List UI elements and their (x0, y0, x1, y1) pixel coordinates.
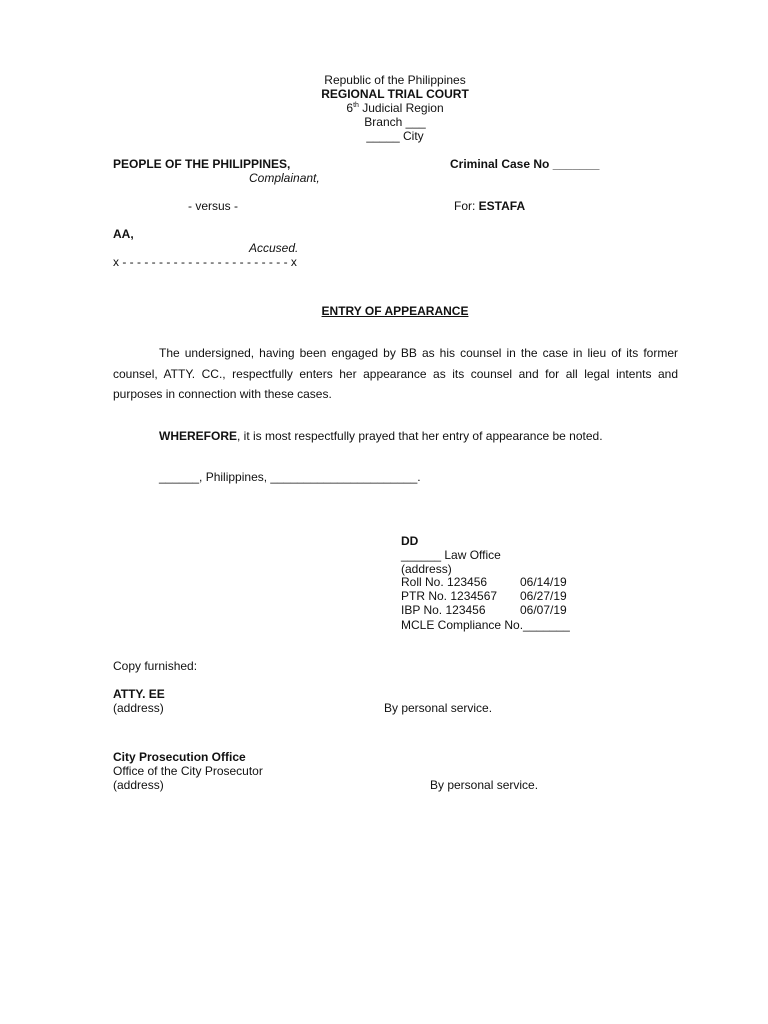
header-republic: Republic of the Philippines (324, 73, 466, 87)
wherefore-paragraph: WHEREFORE, it is most respectfully prayed that her entry of appearance be noted. (159, 429, 603, 443)
caption-separator: x - - - - - - - - - - - - - - - - - - - - - - - x (113, 255, 297, 269)
roll-number: Roll No. 123456 (401, 575, 488, 589)
header-branch: Branch ___ (364, 115, 426, 129)
recipient-address: (address) (113, 701, 164, 715)
document-title: ENTRY OF APPEARANCE (321, 304, 469, 318)
versus-label: - versus - (188, 199, 239, 213)
ibp-number: IBP No. 123456 (401, 603, 486, 617)
header-city: _____ City (366, 129, 424, 143)
body-paragraph: The undersigned, having been engaged by BB as his counsel in the case in lieu of its former counsel, ATTY. CC., respectfully enters her appearance as its counsel and for all legal intents and purposes in connection with these cases. (113, 346, 678, 401)
plaintiff-role: Complainant, (249, 171, 320, 185)
header-court: REGIONAL TRIAL COURT (321, 87, 469, 101)
ibp-date: 06/07/19 (520, 603, 567, 617)
recipient-service: By personal service. (430, 778, 539, 792)
offense-name: ESTAFA (478, 199, 526, 213)
counsel-name: DD (401, 534, 419, 548)
recipient-service: By personal service. (384, 701, 493, 715)
recipient-address: (address) (113, 778, 164, 792)
law-office: ______ Law Office (401, 548, 501, 562)
plaintiff-name: PEOPLE OF THE PHILIPPINES, (113, 157, 291, 171)
recipient-name: City Prosecution Office (113, 750, 246, 764)
counsel-address: (address) (401, 562, 452, 576)
ptr-date: 06/27/19 (520, 589, 567, 603)
roll-date: 06/14/19 (520, 575, 567, 589)
accused-role: Accused. (249, 241, 299, 255)
accused-name: AA, (113, 227, 134, 241)
mcle-number: MCLE Compliance No._______ (401, 618, 570, 632)
recipient-office: Office of the City Prosecutor (113, 764, 263, 778)
offense-line: For: ESTAFA (454, 199, 526, 213)
recipient-name: ATTY. EE (113, 687, 165, 701)
place-date-line: ______, Philippines, ______________________. (159, 470, 421, 484)
ptr-number: PTR No. 1234567 (401, 589, 498, 603)
case-number: Criminal Case No _______ (450, 157, 600, 171)
header-region: 6th Judicial Region (346, 101, 444, 115)
copy-furnished-label: Copy furnished: (113, 659, 198, 673)
